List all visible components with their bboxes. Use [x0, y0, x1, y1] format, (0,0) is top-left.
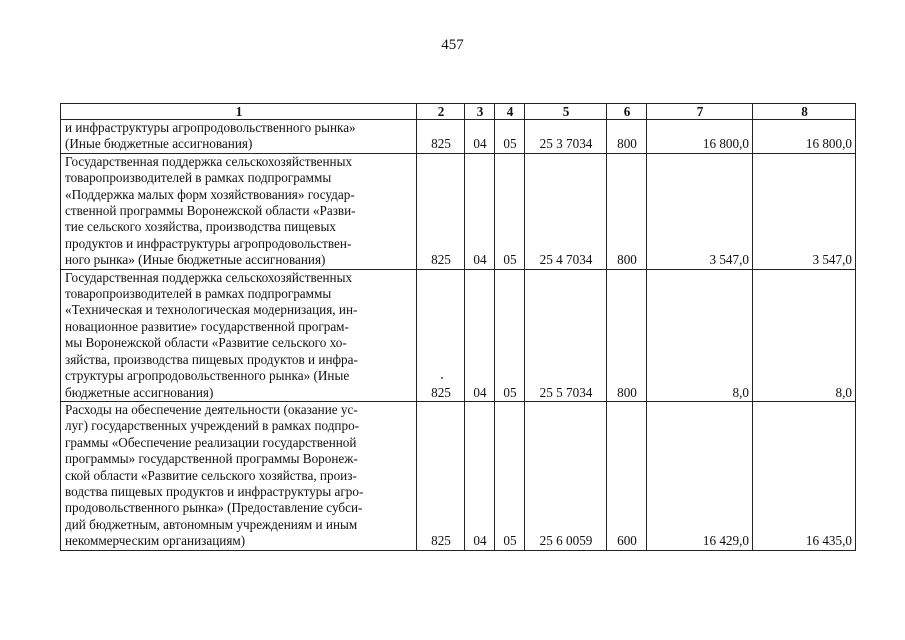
target-article-code: 25 3 7034 — [525, 120, 607, 154]
table-row — [61, 401, 856, 550]
subsection-code: 05 — [495, 269, 525, 401]
expense-type-code: 600 — [607, 401, 647, 550]
amount-year-2: 16 435,0 — [753, 401, 856, 550]
column-header: 7 — [647, 104, 753, 120]
description-line: «Поддержка малых форм хозяйствования» государ- — [65, 186, 355, 202]
section-code: 04 — [465, 120, 495, 154]
row-description — [61, 401, 417, 550]
section-code: 04 — [465, 269, 495, 401]
admin-code: 825 — [417, 269, 465, 401]
row-description — [61, 153, 417, 269]
row-description — [61, 120, 417, 154]
description-line: «Техническая и технологическая модернизация, ин- — [65, 302, 358, 318]
description-line: товаропроизводителей в рамках подпрограммы — [65, 170, 332, 186]
target-article-code: 25 5 7034 — [525, 269, 607, 401]
column-header: 8 — [753, 104, 856, 120]
admin-code: 825 — [417, 401, 465, 550]
description-line: товаропроизводителей в рамках подпрограммы — [65, 286, 332, 302]
target-article-code: 25 6 0059 — [525, 401, 607, 550]
description-line: водства пищевых продуктов и инфраструктуры агро- — [65, 483, 364, 499]
description-line: ного рынка» (Иные бюджетные ассигнования) — [65, 252, 326, 268]
expense-type-code: 800 — [607, 120, 647, 154]
table-header-row — [61, 104, 856, 120]
column-header: 5 — [525, 104, 607, 120]
amount-year-2: 16 800,0 — [753, 120, 856, 154]
description-line: зяйства, производства пищевых продуктов и инфра- — [65, 351, 358, 367]
table-row — [61, 120, 856, 154]
description-line: ской области «Развитие сельского хозяйства, произ- — [65, 467, 357, 483]
column-header: 1 — [61, 104, 417, 120]
description-line: бюджетные ассигнования) — [65, 384, 214, 400]
amount-year-2: 3 547,0 — [753, 153, 856, 269]
description-line: Государственная поддержка сельскохозяйственных — [65, 269, 353, 285]
subsection-code: 05 — [495, 153, 525, 269]
expense-type-code: 800 — [607, 269, 647, 401]
amount-year-1: 8,0 — [647, 269, 753, 401]
description-line: некоммерческим организациям) — [65, 533, 246, 549]
description-line: луг) государственных учреждений в рамках подпро- — [65, 418, 360, 434]
description-line: тие сельского хозяйства, производства пищевых — [65, 219, 336, 235]
table-row — [61, 153, 856, 269]
budget-table — [60, 103, 856, 551]
amount-year-1: 3 547,0 — [647, 153, 753, 269]
description-line: граммы «Обеспечение реализации государственной — [65, 434, 357, 450]
row-description — [61, 269, 417, 401]
section-code: 04 — [465, 153, 495, 269]
scan-speck — [441, 377, 443, 379]
description-line: Государственная поддержка сельскохозяйственных — [65, 153, 353, 169]
admin-code: 825 — [417, 153, 465, 269]
description-line: дий бюджетным, автономным учреждениям и иным — [65, 516, 358, 532]
description-line: структуры агропродовольственного рынка» (Иные — [65, 368, 350, 384]
admin-code: 825 — [417, 120, 465, 154]
description-line: Расходы на обеспечение деятельности (оказание ус- — [65, 401, 358, 417]
expense-type-code: 800 — [607, 153, 647, 269]
column-header: 3 — [465, 104, 495, 120]
amount-year-1: 16 429,0 — [647, 401, 753, 550]
description-line: новационное развитие» государственной програм- — [65, 318, 349, 334]
column-header: 6 — [607, 104, 647, 120]
description-line: (Иные бюджетные ассигнования) — [65, 136, 253, 152]
description-line: и инфраструктуры агропродовольственного рынка» — [65, 120, 356, 135]
description-line: продовольственного рынка» (Предоставление субси- — [65, 500, 363, 516]
column-header: 4 — [495, 104, 525, 120]
description-line: продуктов и инфраструктуры агропродовольствен- — [65, 235, 352, 251]
description-line: программы» государственной программы Воронеж- — [65, 451, 358, 467]
target-article-code: 25 4 7034 — [525, 153, 607, 269]
page-number: 457 — [441, 37, 464, 53]
column-header: 2 — [417, 104, 465, 120]
subsection-code: 05 — [495, 120, 525, 154]
description-line: мы Воронежской области «Развитие сельского хо- — [65, 335, 347, 351]
description-line: ственной программы Воронежской области «Разви- — [65, 203, 356, 219]
amount-year-2: 8,0 — [753, 269, 856, 401]
table-row — [61, 269, 856, 401]
amount-year-1: 16 800,0 — [647, 120, 753, 154]
section-code: 04 — [465, 401, 495, 550]
subsection-code: 05 — [495, 401, 525, 550]
